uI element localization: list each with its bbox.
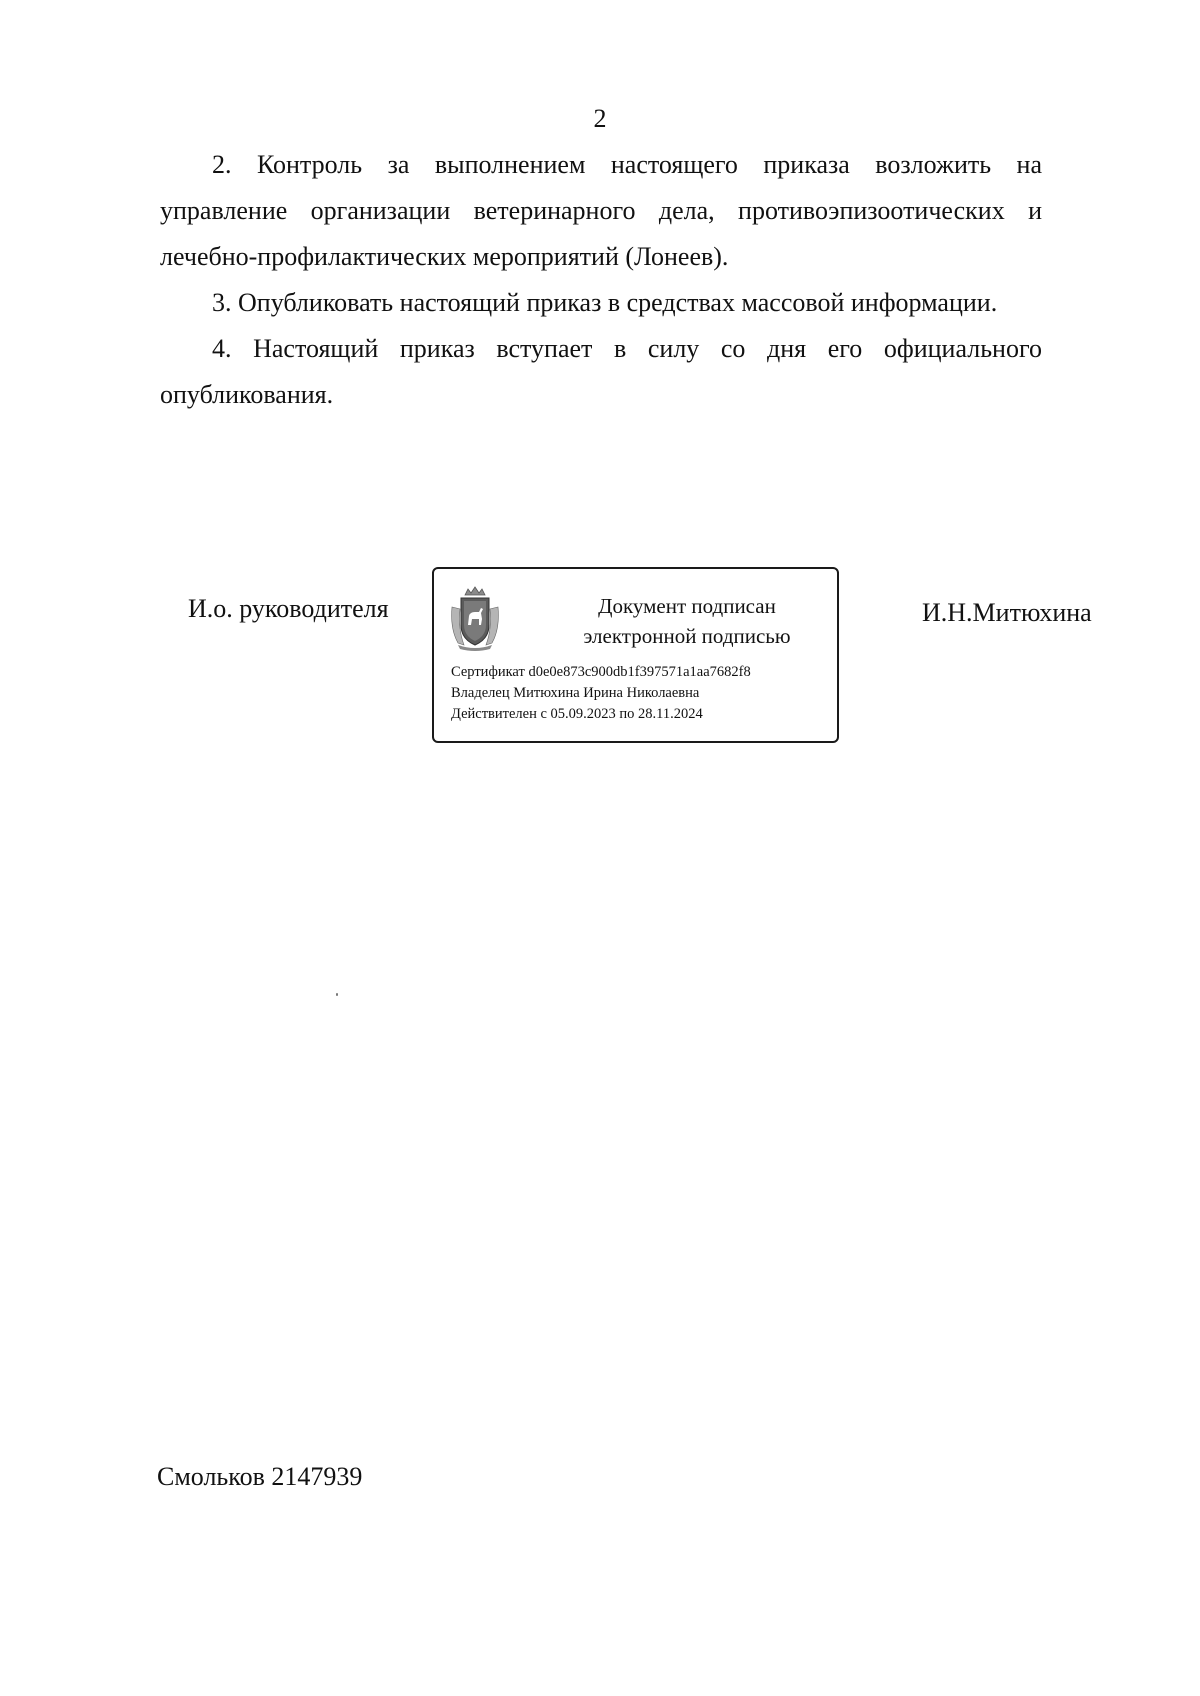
executor-note: Смольков 2147939: [157, 1462, 363, 1491]
stamp-owner: Владелец Митюхина Ирина Николаевна: [451, 685, 700, 701]
stamp-validity: Действителен с 05.09.2023 по 28.11.2024: [451, 706, 703, 722]
page-number: 2: [593, 104, 607, 133]
paragraph-effective: 4. Настоящий приказ вступает в силу со дня его официального опубликования.: [160, 334, 1042, 409]
document-body: [160, 142, 1042, 418]
paragraph-control: 2. Контроль за выполнением настоящего приказа возложить на управление организации ветеринарного дела, противоэпизоотических и лечебно-профилактических мероприятий (Лонеев).: [160, 150, 1042, 271]
signer-title: И.о. руководителя: [188, 594, 389, 623]
coat-of-arms-icon: [448, 585, 502, 651]
stamp-heading: [552, 591, 822, 651]
scan-speck: [336, 993, 338, 996]
signer-name: И.Н.Митюхина: [922, 598, 1092, 627]
stamp-heading-line2: электронной подписью: [583, 624, 791, 648]
paragraph-publish: 3. Опубликовать настоящий приказ в средствах массовой информации.: [212, 288, 998, 317]
stamp-details: [451, 662, 751, 725]
stamp-certificate: Сертификат d0e0e873c900db1f397571a1aa7682f8: [451, 664, 751, 680]
electronic-signature-stamp: [432, 567, 839, 743]
stamp-heading-line1: Документ подписан: [598, 594, 776, 618]
